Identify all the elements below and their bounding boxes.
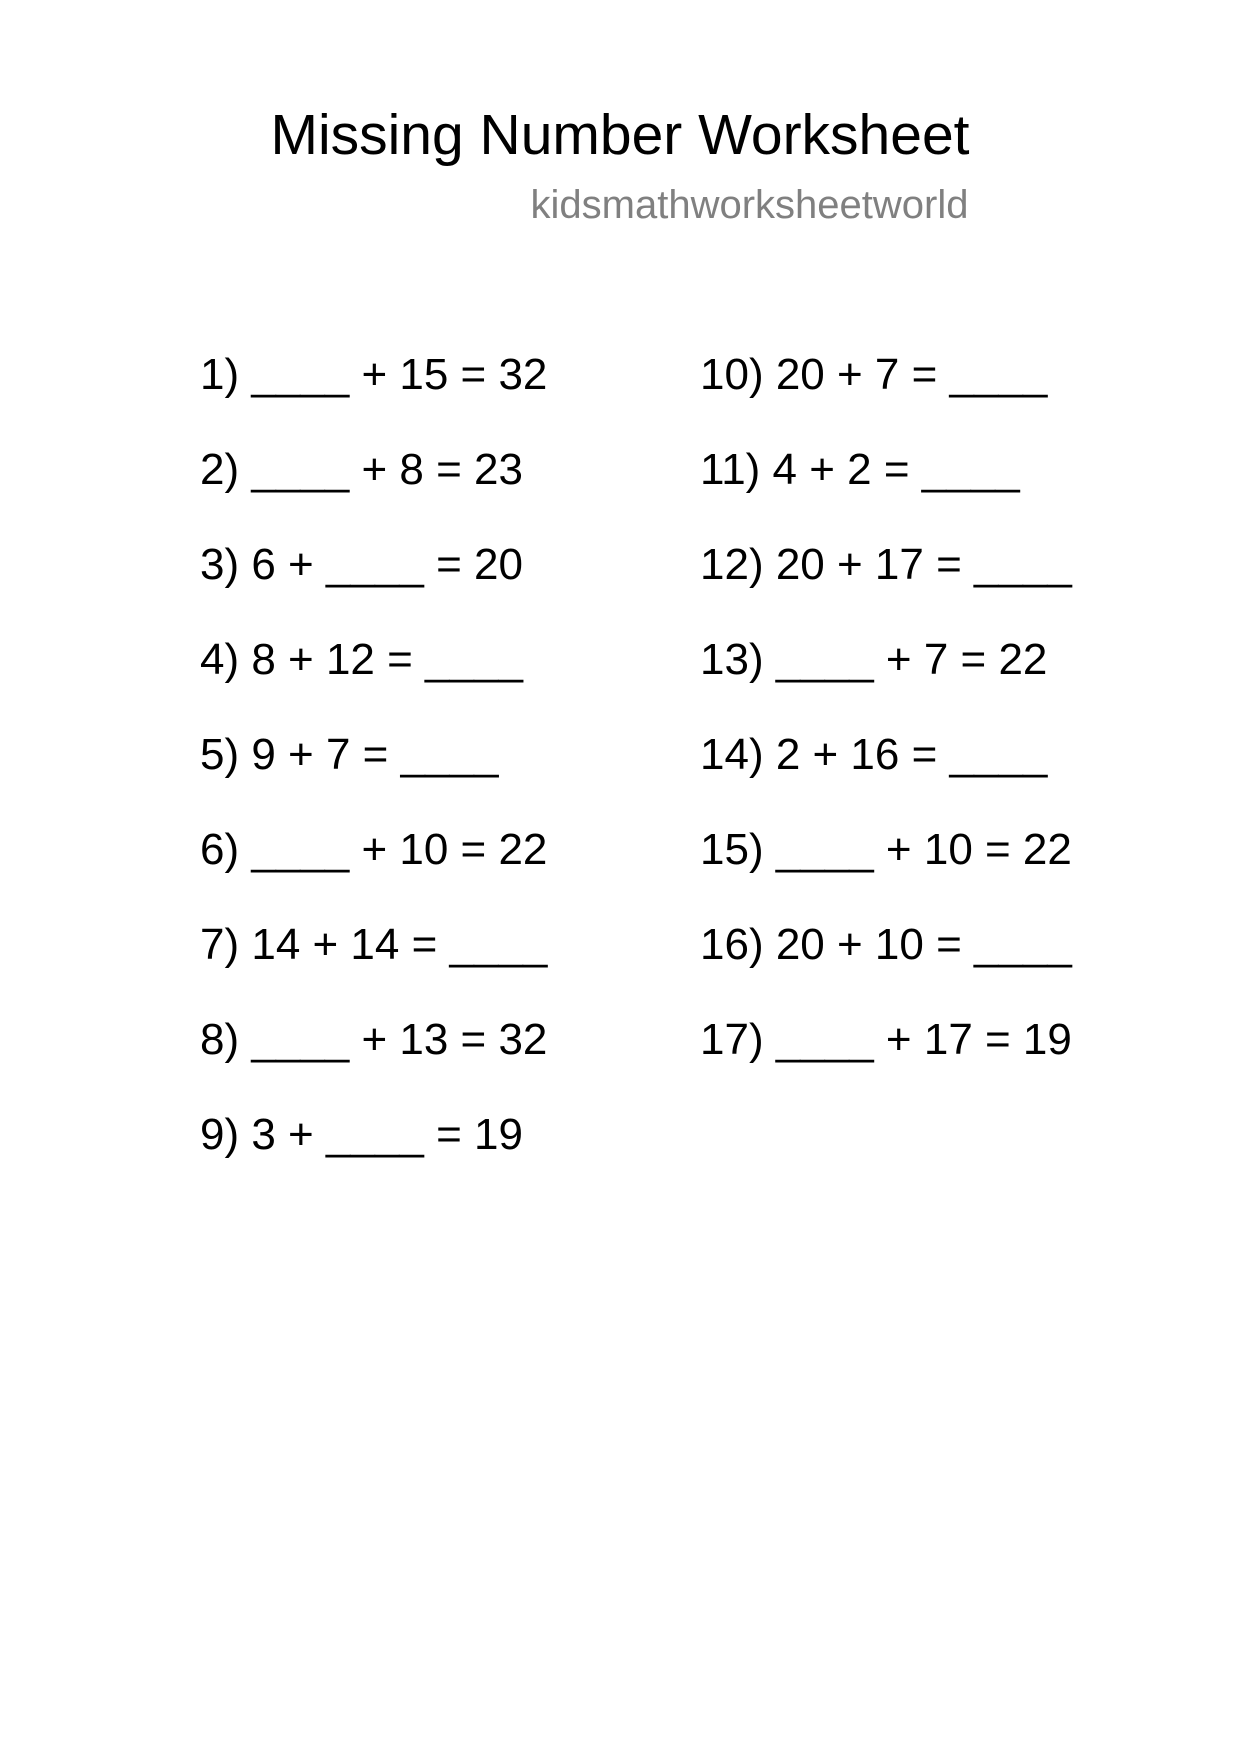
problem-6: 6) ____ + 10 = 22 [200, 825, 548, 874]
problem-7: 7) 14 + 14 = ____ [200, 920, 548, 969]
problem-9: 9) 3 + ____ = 19 [200, 1110, 523, 1159]
problem-10: 10) 20 + 7 = ____ [700, 350, 1048, 399]
problem-16: 16) 20 + 10 = ____ [700, 920, 1072, 969]
problem-3: 3) 6 + ____ = 20 [200, 540, 523, 589]
problem-4: 4) 8 + 12 = ____ [200, 635, 523, 684]
problem-13: 13) ____ + 7 = 22 [700, 635, 1048, 684]
problem-11: 11) 4 + 2 = ____ [700, 445, 1020, 494]
problem-15: 15) ____ + 10 = 22 [700, 825, 1072, 874]
problem-12: 12) 20 + 17 = ____ [700, 540, 1072, 589]
problem-5: 5) 9 + 7 = ____ [200, 730, 499, 779]
problem-2: 2) ____ + 8 = 23 [200, 445, 523, 494]
worksheet-title: Missing Number Worksheet [270, 103, 970, 167]
source-label: kidsmathworksheetworld [530, 183, 969, 227]
problem-14: 14) 2 + 16 = ____ [700, 730, 1048, 779]
problem-column-left [200, 345, 547, 1200]
problem-17: 17) ____ + 17 = 19 [700, 1015, 1072, 1064]
problem-8: 8) ____ + 13 = 32 [200, 1015, 548, 1064]
problem-column-right [700, 345, 1072, 1105]
problem-1: 1) ____ + 15 = 32 [200, 350, 548, 399]
